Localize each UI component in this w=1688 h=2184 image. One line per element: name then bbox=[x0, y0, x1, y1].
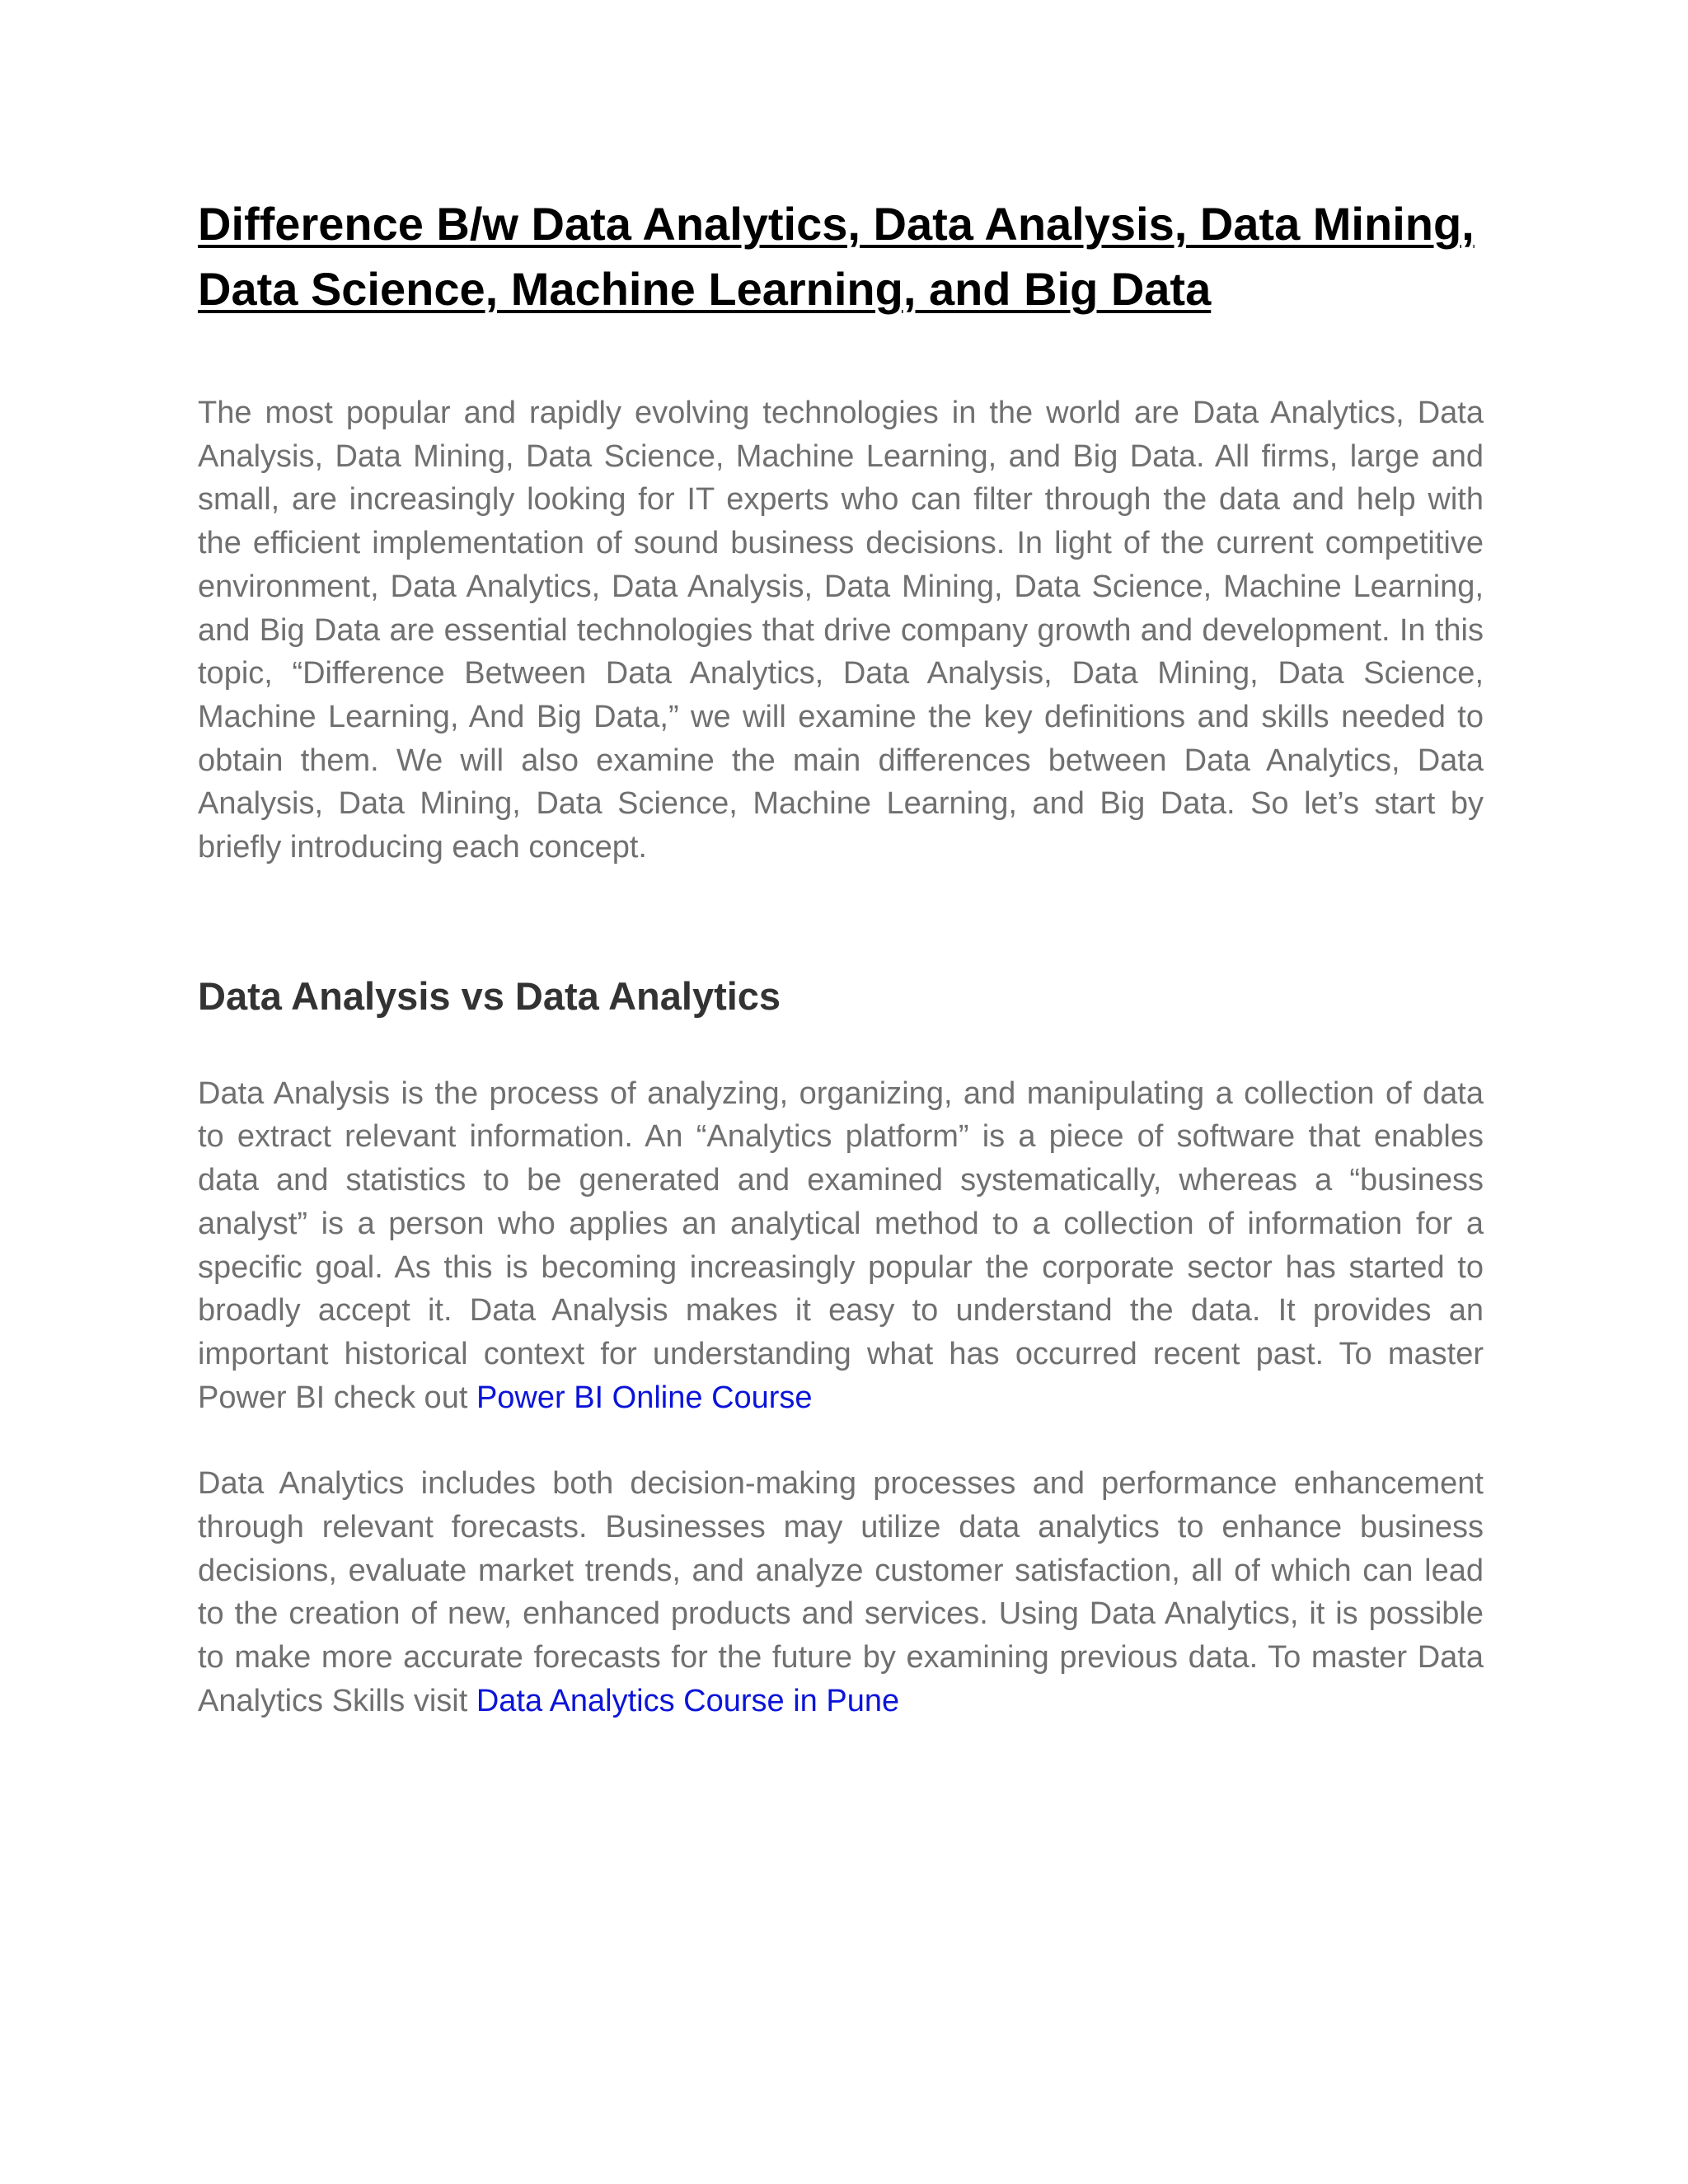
data-analysis-paragraph-text: Data Analysis is the process of analyzing, organizing, and manipulating a collection of data to extract relevant information. An “Analytics platform” is a piece of software that enables data and statistics to be generated and examined systematically, whereas a “business analyst” is a person who applies an analytical method to a collection of information for a specific goal. As this is becoming increasingly popular the corporate sector has started to broadly accept it. Data Analysis makes it easy to understand the data. It provides an important historical context for understanding what has occurred recent past. To master Power BI check out bbox=[198, 1076, 1484, 1415]
intro-paragraph: The most popular and rapidly evolving technologies in the world are Data Analytics, Data Analysis, Data Mining, Data Science, Machine Learning, and Big Data. All firms, large and small, are increasingly looking for IT experts who can filter through the data and help with the efficient implementation of sound business decisions. In light of the current competitive environment, Data Analytics, Data Analysis, Data Mining, Data Science, Machine Learning, and Big Data are essential technologies that drive company growth and development. In this topic, “Difference Between Data Analytics, Data Analysis, Data Mining, Data Science, Machine Learning, And Big Data,” we will examine the key definitions and skills needed to obtain them. We will also examine the main differences between Data Analytics, Data Analysis, Data Mining, Data Science, Machine Learning, and Big Data. So let’s start by briefly introducing each concept. bbox=[198, 396, 1484, 865]
power-bi-course-link[interactable]: Power BI Online Course bbox=[476, 1380, 813, 1415]
data-analysis-paragraph bbox=[198, 1072, 1484, 1420]
data-analytics-course-link[interactable]: Data Analytics Course in Pune bbox=[476, 1683, 900, 1718]
document-content bbox=[198, 191, 1484, 1723]
document-title: Difference B/w Data Analytics, Data Analysis, Data Mining, Data Science, Machine Learning, and Big Data bbox=[198, 198, 1475, 315]
section-heading: Data Analysis vs Data Analytics bbox=[198, 973, 781, 1018]
data-analytics-paragraph bbox=[198, 1462, 1484, 1722]
data-analytics-paragraph-text: Data Analytics includes both decision-making processes and performance enhancement through relevant forecasts. Businesses may utilize data analytics to enhance business decisions, evaluate market trends, and analyze customer satisfaction, all of which can lead to the creation of new, enhanced products and services. Using Data Analytics, it is possible to make more accurate forecasts for the future by examining previous data. To master Data Analytics Skills visit bbox=[198, 1466, 1484, 1718]
